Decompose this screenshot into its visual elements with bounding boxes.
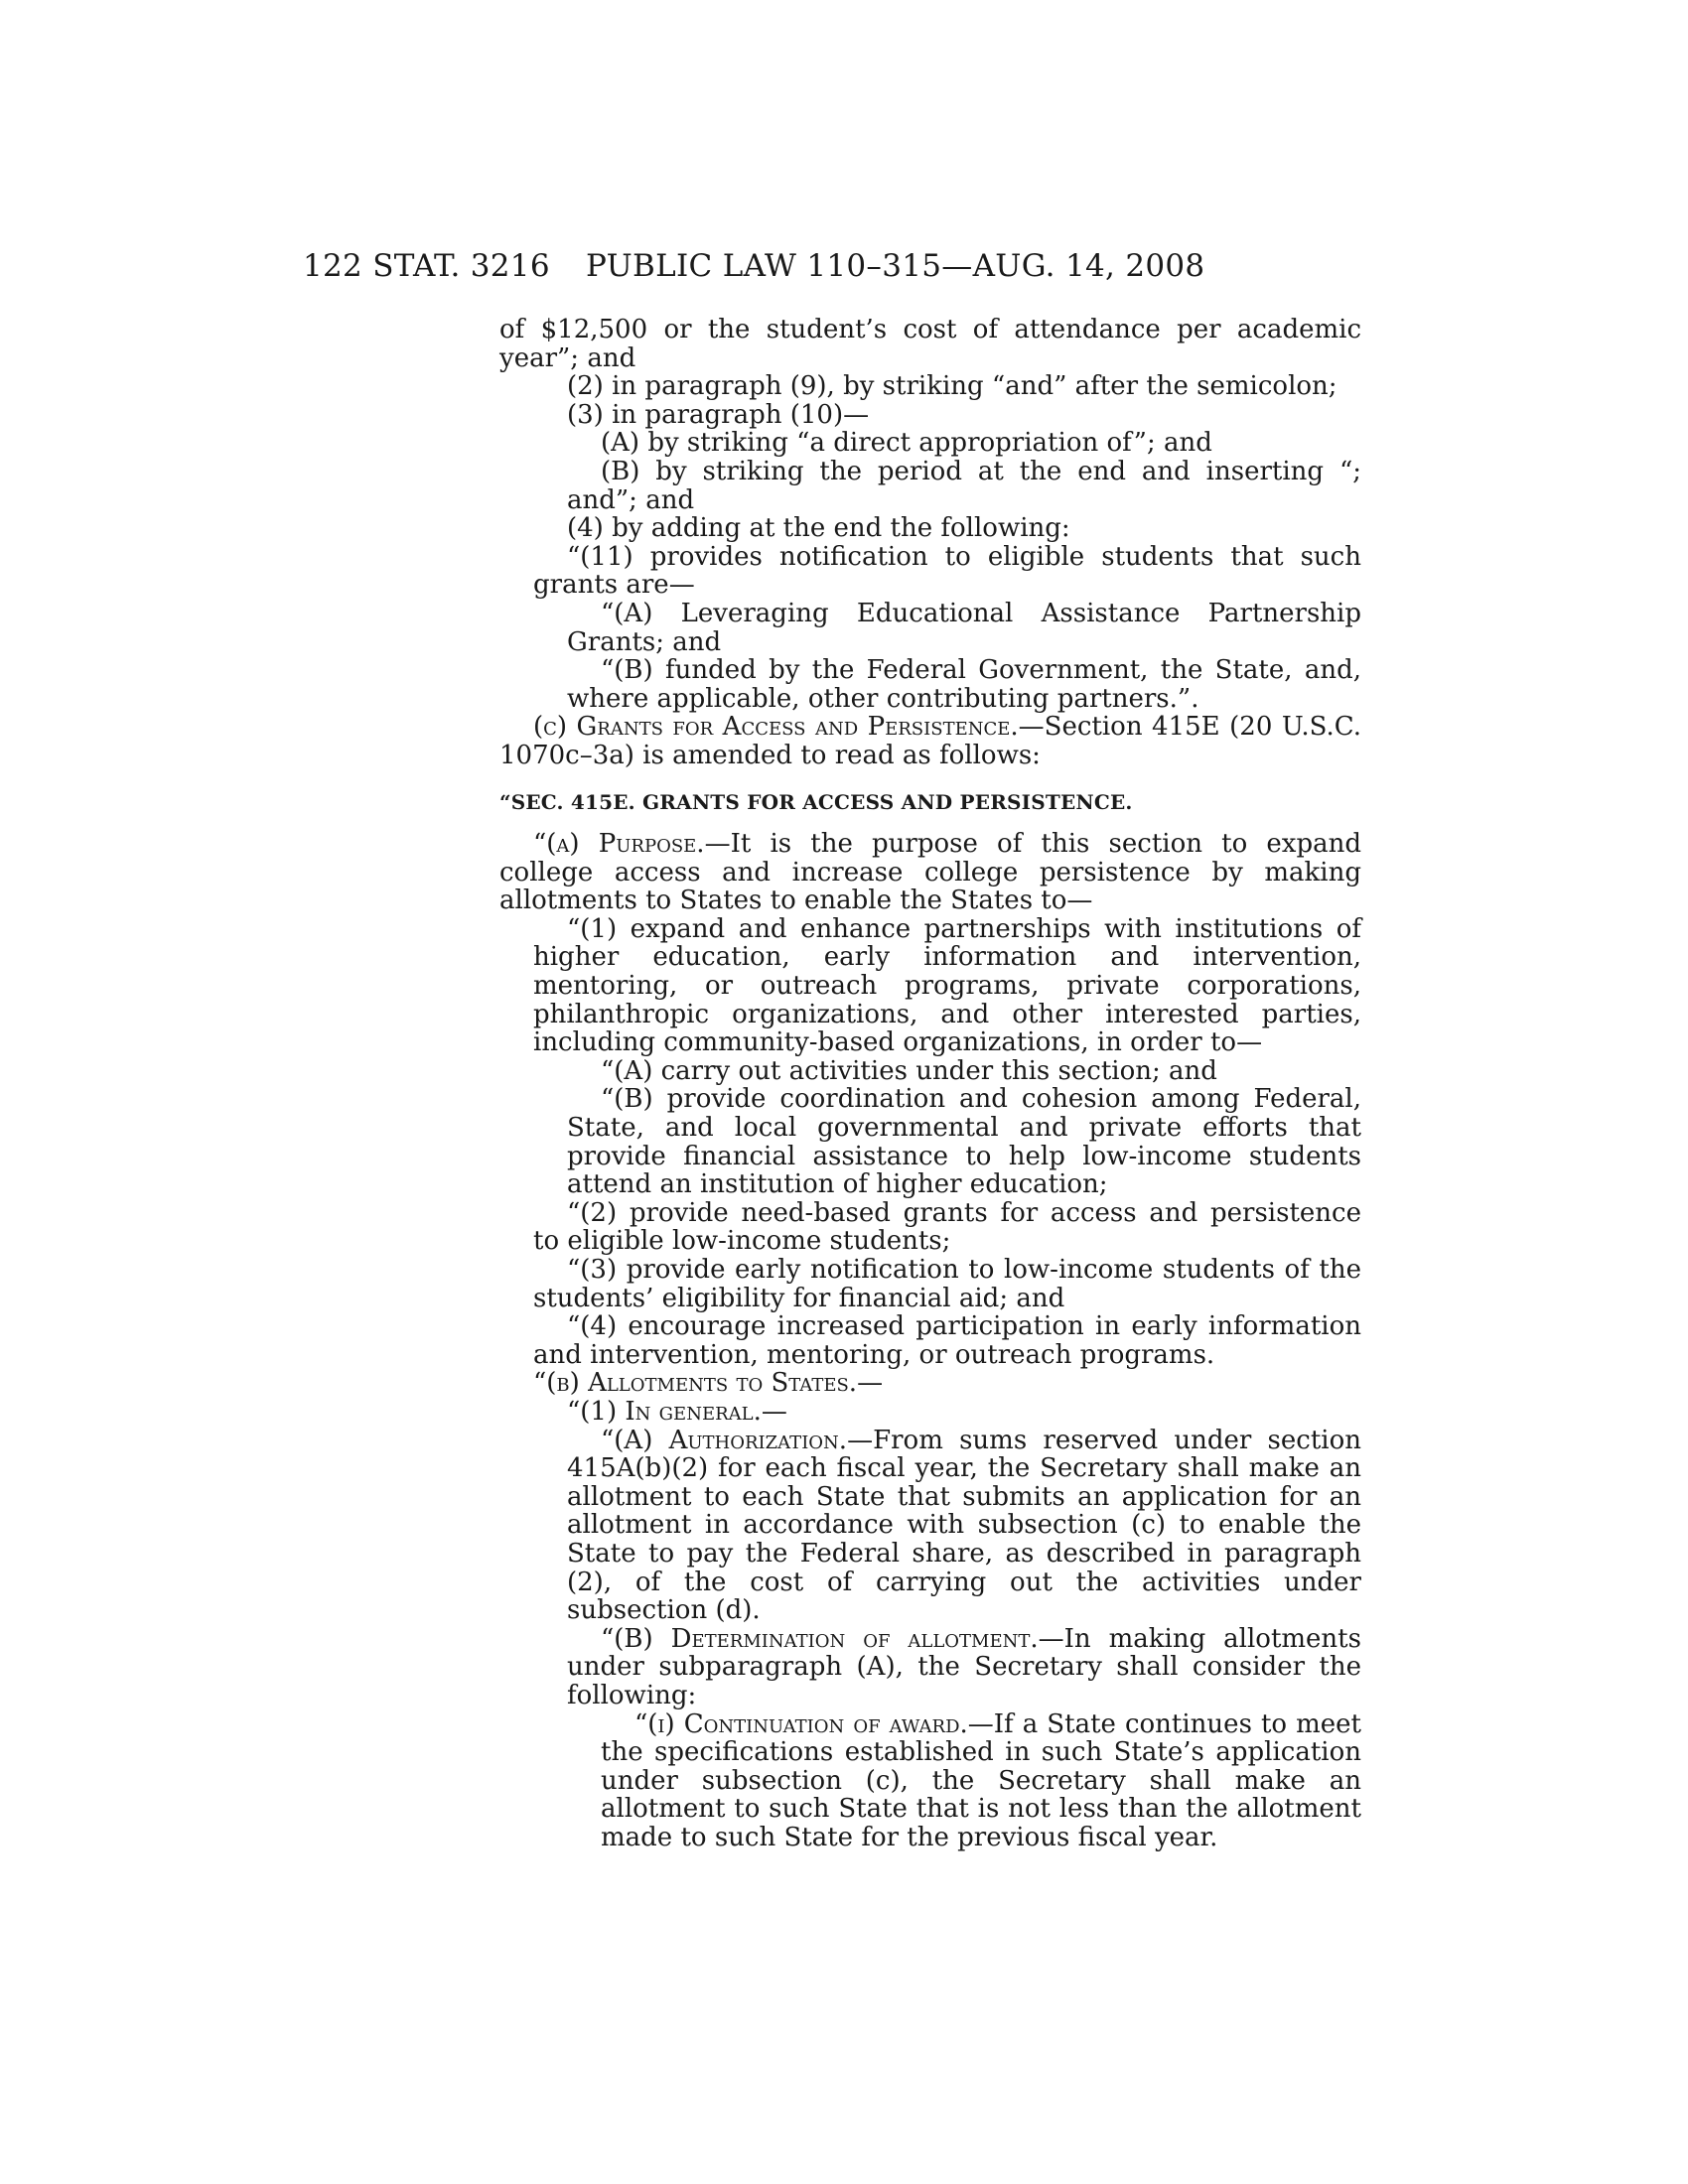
page-number-header: 122 STAT. 3216 xyxy=(303,248,550,284)
subparagraph-heading: “(B) Determination of allotment. xyxy=(601,1623,1039,1654)
clause-bi: “(i) Continuation of award.—If a State continues to meet the specifications established in such State’s application under subsection (c), the Secretary shall make an allotment to such State that is not less than the allotment made to such State for the previous fiscal year. xyxy=(601,1708,1362,1852)
subsection-b: “(b) Allotments to States.— xyxy=(533,1368,884,1399)
paragraph-a2: “(2) provide need-based grants for access and persistence to eligible low-income students; xyxy=(533,1197,1361,1257)
section-heading: “SEC. 415E. GRANTS FOR ACCESS AND PERSISTENCE. xyxy=(499,789,1133,814)
text-line: (4) by adding at the end the following: xyxy=(567,513,1070,544)
text-line: “(B) funded by the Federal Government, the State, and, where applicable, other contributing partners.”. xyxy=(567,655,1361,714)
text-line: (2) in paragraph (9), by striking “and” after the semicolon; xyxy=(567,371,1337,402)
text-line: “(A) Leveraging Educational Assistance Partnership Grants; and xyxy=(567,598,1361,657)
subsection-a: “(a) Purpose.—It is the purpose of this section to expand college access and increase college persistence by making allotments to States to enable the States to— xyxy=(499,829,1361,916)
statute-body xyxy=(499,316,1361,1851)
text-line: “(11) provides notification to eligible students that such grants are— xyxy=(533,541,1361,601)
subparagraph-bA: “(A) Authorization.—From sums reserved under section 415A(b)(2) for each fiscal year, the Secretary shall make an allotment to each State that submits an application for an allotment in accordance with subsection (c) to enable the State to pay the Federal share, as described in paragraph (2), of the cost of carrying out the activities under subsection (d). xyxy=(567,1425,1361,1626)
text-line: (A) by striking “a direct appropriation of”; and xyxy=(601,428,1212,459)
subparagraph-a1B: “(B) provide coordination and cohesion among Federal, State, and local governmental and private efforts that provide financial assistance to help low-income students attend an institution of higher education; xyxy=(567,1084,1361,1200)
paragraph-heading: “(1) In general. xyxy=(567,1396,762,1427)
text-line: (B) by striking the period at the end and inserting “; and”; and xyxy=(567,456,1361,515)
text-line: (3) in paragraph (10)— xyxy=(567,399,870,430)
subsection-heading: (c) Grants for Access and Persistence. xyxy=(533,712,1019,743)
paragraph-b1: “(1) In general.— xyxy=(567,1396,787,1427)
paragraph-a3: “(3) provide early notification to low-income students of the students’ eligibility for financial aid; and xyxy=(533,1255,1361,1313)
subparagraph-heading: “(A) Authorization. xyxy=(601,1425,848,1455)
text-line: of $12,500 or the student’s cost of attendance per academic year”; and xyxy=(499,315,1361,373)
law-title-header: PUBLIC LAW 110–315—AUG. 14, 2008 xyxy=(586,248,1205,284)
subsection-heading: “(a) Purpose. xyxy=(533,829,705,860)
subparagraph-a1A: “(A) carry out activities under this section; and xyxy=(601,1055,1217,1086)
subsection-c: (c) Grants for Access and Persistence.—Section 415E (20 U.S.C. 1070c–3a) is amended to read as follows: xyxy=(499,712,1361,770)
paragraph-a4: “(4) encourage increased participation in early information and intervention, mentoring, or outreach programs. xyxy=(533,1311,1361,1370)
subparagraph-bB: “(B) Determination of allotment.—In making allotments under subparagraph (A), the Secretary shall consider the following: xyxy=(567,1623,1361,1710)
subsection-heading: “(b) Allotments to States. xyxy=(533,1368,858,1399)
paragraph-a1: “(1) expand and enhance partnerships with institutions of higher education, early information and intervention, mentoring, or outreach programs, private corporations, philanthropic organizations, and other interested parties, including community-based organizations, in order to— xyxy=(533,913,1361,1058)
clause-heading: “(i) Continuation of award. xyxy=(634,1708,968,1739)
